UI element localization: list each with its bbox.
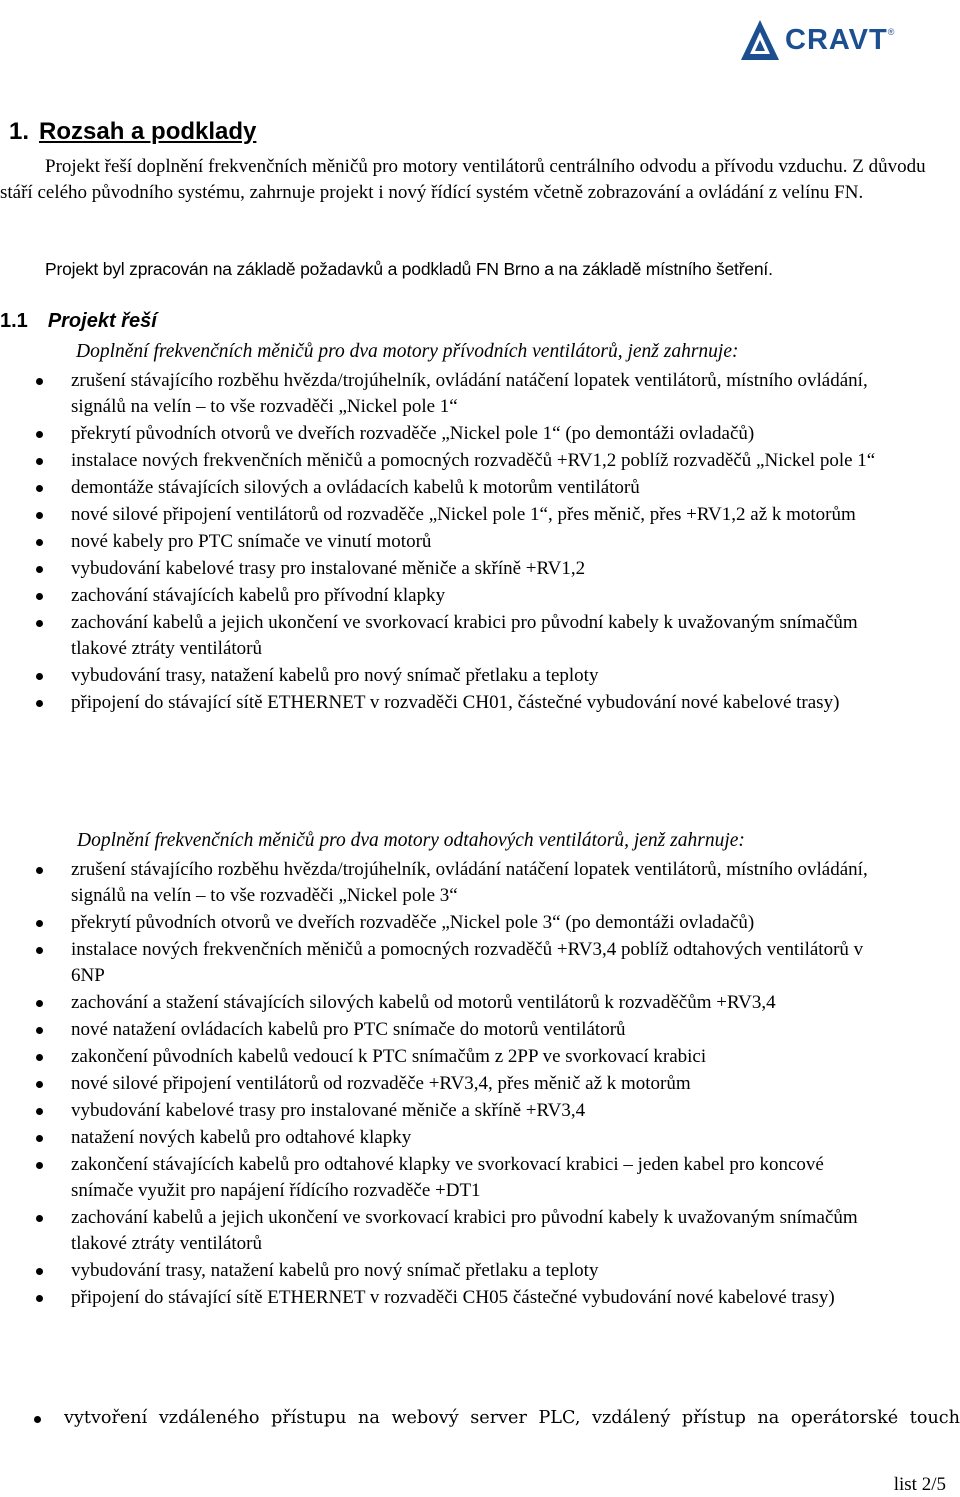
bullet-icon xyxy=(36,867,43,874)
company-logo xyxy=(739,17,947,63)
list-item: vybudování trasy, natažení kabelů pro nový snímač přetlaku a teploty xyxy=(0,1258,890,1284)
section-heading xyxy=(9,118,256,146)
list-item: zakončení stávajících kabelů pro odtahové klapky ve svorkovací krabici – jeden kabel pro koncové snímače využit pro napájení řídícího rozvaděče +DT1 xyxy=(0,1152,890,1204)
list-item: vybudování kabelové trasy pro instalované měniče a skříně +RV3,4 xyxy=(0,1098,890,1124)
list-item: nové kabely pro PTC snímače ve vinutí motorů xyxy=(0,529,890,555)
list-item: nové natažení ovládacích kabelů pro PTC snímače do motorů ventilátorů xyxy=(0,1017,890,1043)
basis-paragraph: Projekt byl zpracován na základě požadavků a podkladů FN Brno a na základě místního šetření. xyxy=(45,259,773,279)
list-item: instalace nových frekvenčních měničů a pomocných rozvaděčů +RV1,2 poblíž rozvaděčů „Nickel pole 1“ xyxy=(0,448,890,474)
bullet-icon xyxy=(36,431,43,438)
bullet-icon xyxy=(36,593,43,600)
bullet-icon xyxy=(36,1000,43,1007)
subsection-number: 1.1 xyxy=(0,310,28,332)
registered-mark: ® xyxy=(887,27,895,37)
list-item: zachování kabelů a jejich ukončení ve svorkovací krabici pro původní kabely k uvažovaným snímačům tlakové ztráty ventilátorů xyxy=(0,610,890,662)
list-item: natažení nových kabelů pro odtahové klapky xyxy=(0,1125,890,1151)
exhaust-fans-lead: Doplnění frekvenčních měničů pro dva motory odtahových ventilátorů, jenž zahrnuje: xyxy=(77,830,745,851)
section-number: 1. xyxy=(9,118,30,145)
list-item: zakončení původních kabelů vedoucí k PTC snímačům z 2PP ve svorkovací krabici xyxy=(0,1044,890,1070)
bullet-icon xyxy=(36,673,43,680)
bullet-icon xyxy=(36,1135,43,1142)
bullet-icon xyxy=(36,1054,43,1061)
bullet-icon xyxy=(36,920,43,927)
subsection-title: Projekt řeší xyxy=(47,310,157,332)
bullet-icon xyxy=(36,620,43,627)
bullet-icon xyxy=(36,700,43,707)
bullet-icon xyxy=(36,1268,43,1275)
list-item: zachování a stažení stávajících silových kabelů od motorů ventilátorů k rozvaděčům +RV3,4 xyxy=(0,990,890,1016)
list-item: překrytí původních otvorů ve dveřích rozvaděče „Nickel pole 1“ (po demontáži ovladačů) xyxy=(0,421,890,447)
bullet-icon xyxy=(36,378,43,385)
list-item: zachování stávajících kabelů pro přívodní klapky xyxy=(0,583,890,609)
bullet-icon xyxy=(36,485,43,492)
list-item: překrytí původních otvorů ve dveřích rozvaděče „Nickel pole 3“ (po demontáži ovladačů) xyxy=(0,910,890,936)
supply-fans-list xyxy=(0,368,890,717)
list-item: připojení do stávající sítě ETHERNET v rozvaděči CH05 částečné vybudování nové kabelové trasy) xyxy=(0,1285,890,1311)
list-item: zrušení stávajícího rozběhu hvězda/trojúhelník, ovládání natáčení lopatek ventilátorů, místního ovládání, signálů na velín – to vše rozvaděči „Nickel pole 1“ xyxy=(0,368,890,420)
list-item: připojení do stávající sítě ETHERNET v rozvaděči CH01, částečné vybudování nové kabelové trasy) xyxy=(0,690,890,716)
bullet-icon xyxy=(36,539,43,546)
bullet-icon xyxy=(34,1416,41,1423)
bullet-icon xyxy=(36,1295,43,1302)
subsection-heading xyxy=(0,310,157,333)
list-item: nové silové připojení ventilátorů od rozvaděče +RV3,4, přes měnič až k motorům xyxy=(0,1071,890,1097)
supply-fans-lead: Doplnění frekvenčních měničů pro dva motory přívodních ventilátorů, jenž zahrnuje: xyxy=(76,341,739,362)
list-item: instalace nových frekvenčních měničů a pomocných rozvaděčů +RV3,4 poblíž odtahových ventilátorů v 6NP xyxy=(0,937,890,989)
list-item: zachování kabelů a jejich ukončení ve svorkovací krabici pro původní kabely k uvažovaným snímačům tlakové ztráty ventilátorů xyxy=(0,1205,890,1257)
page-number: list 2/5 xyxy=(893,1474,946,1495)
list-item: vybudování trasy, natažení kabelů pro nový snímač přetlaku a teploty xyxy=(0,663,890,689)
bullet-icon xyxy=(36,1108,43,1115)
bullet-icon xyxy=(36,947,43,954)
cravt-logo-icon xyxy=(739,18,781,62)
list-item: nové silové připojení ventilátorů od rozvaděče „Nickel pole 1“, přes měnič, přes +RV1,2 až k motorům xyxy=(0,502,890,528)
exhaust-fans-list xyxy=(0,857,890,1312)
logo-text: CRAVT xyxy=(785,23,888,56)
list-item: vybudování kabelové trasy pro instalované měniče a skříně +RV1,2 xyxy=(0,556,890,582)
section-title: Rozsah a podklady xyxy=(39,118,257,145)
bullet-icon xyxy=(36,1215,43,1222)
bullet-icon xyxy=(36,458,43,465)
intro-paragraph: Projekt řeší doplnění frekvenčních měničů pro motory ventilátorů centrálního odvodu a přívodu vzduchu. Z důvodu stáří celého původního systému, zahrnuje projekt i nový řídící systém včetně zobrazování a ovládání z velínu FN. xyxy=(0,156,926,203)
bullet-icon xyxy=(36,1162,43,1169)
bullet-icon xyxy=(36,1081,43,1088)
list-item: demontáže stávajících silových a ovládacích kabelů k motorům ventilátorů xyxy=(0,475,890,501)
bullet-icon xyxy=(36,566,43,573)
bullet-icon xyxy=(36,512,43,519)
remote-access-text: vytvoření vzdáleného přístupu na webový server PLC, vzdálený přístup na operátorské touch xyxy=(64,1408,960,1428)
bullet-icon xyxy=(36,1027,43,1034)
list-item: zrušení stávajícího rozběhu hvězda/trojúhelník, ovládání natáčení lopatek ventilátorů, místního ovládání, signálů na velín – to vše rozvaděči „Nickel pole 3“ xyxy=(0,857,890,909)
